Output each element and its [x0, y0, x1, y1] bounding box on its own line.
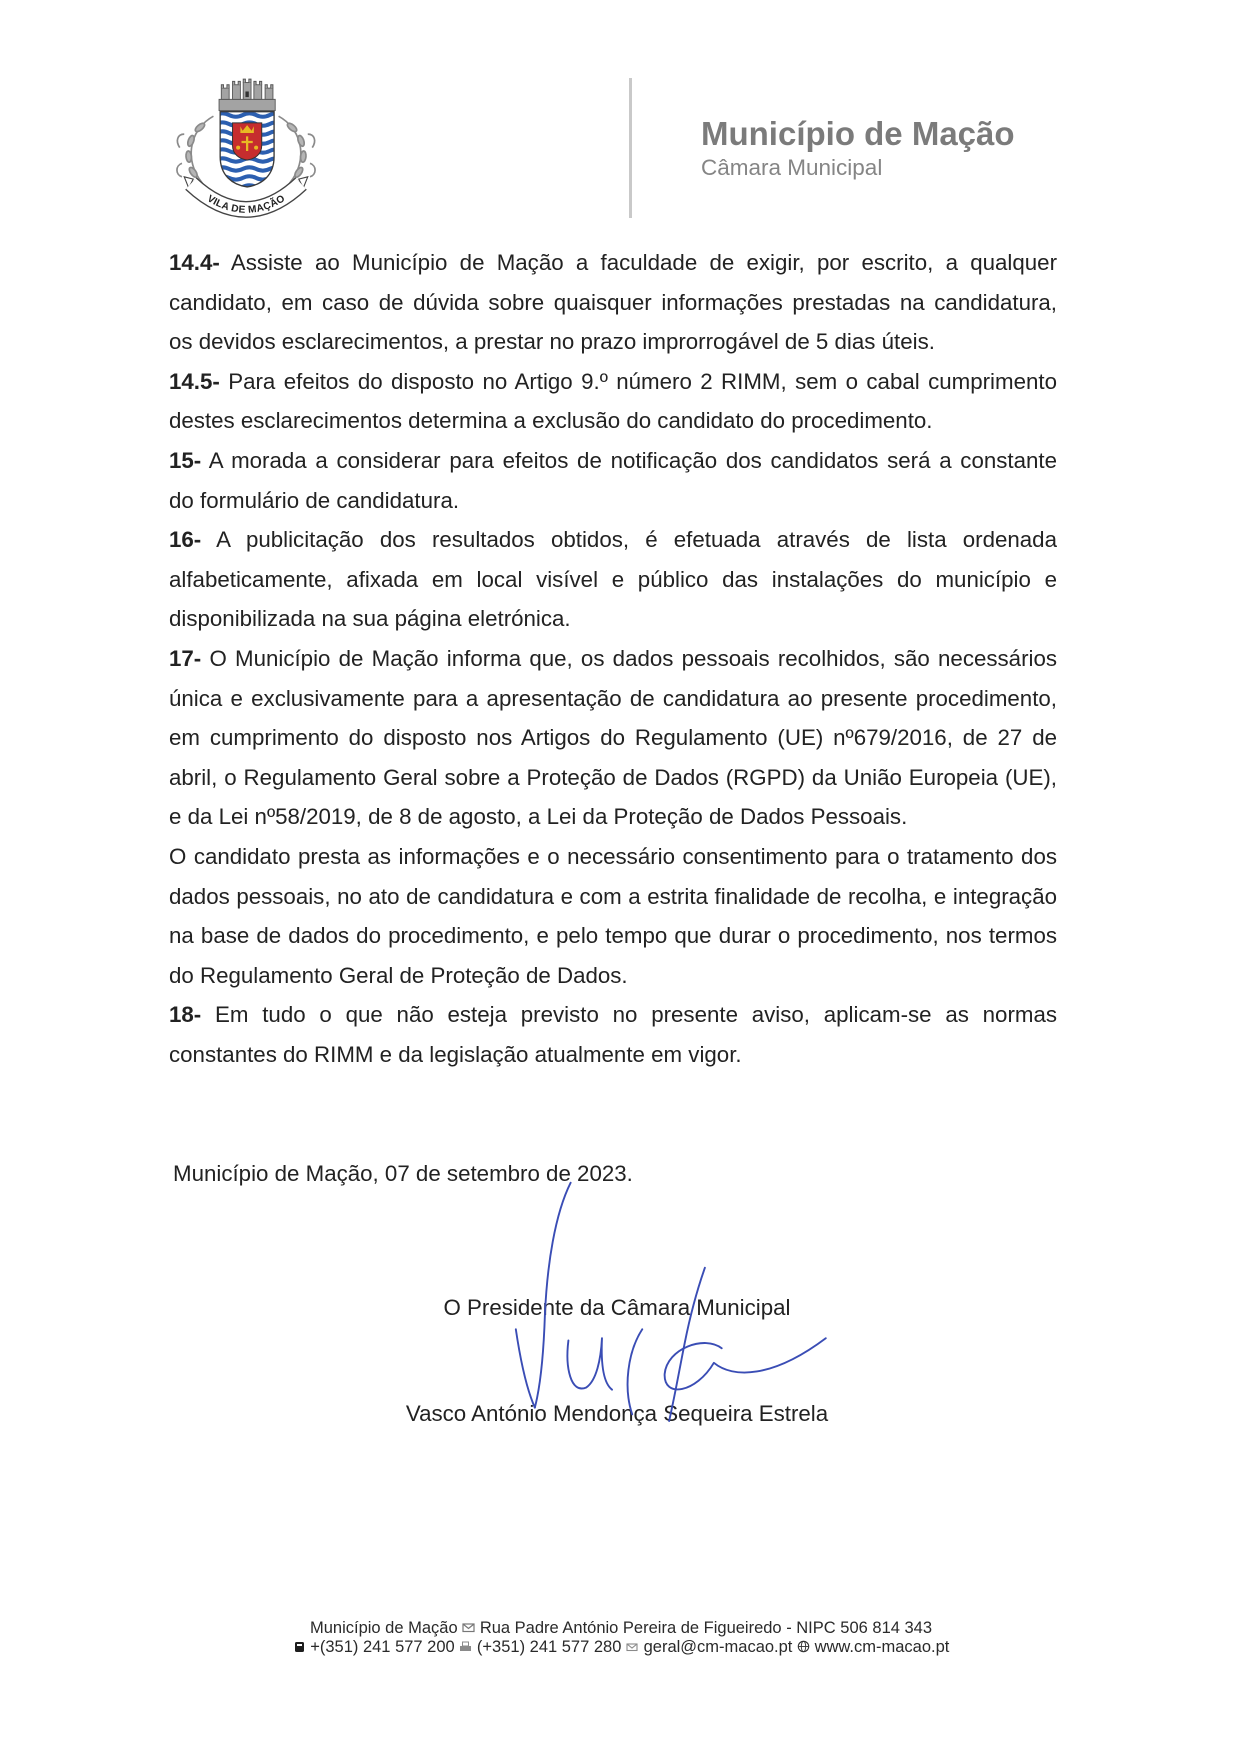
footer-website: www.cm-macao.pt	[814, 1638, 950, 1656]
text-line: destes esclarecimentos determina a exclusão do candidato do procedimento.	[169, 408, 933, 434]
text-line	[169, 995, 1057, 1035]
mail-icon	[462, 1621, 475, 1634]
mural-crown	[219, 79, 275, 110]
clause-17	[169, 639, 1057, 837]
clause-number: 16-	[169, 527, 202, 553]
line-text: A morada a considerar para efeitos de notificação dos candidatos será a constante	[208, 447, 1057, 473]
text-line	[169, 243, 1057, 283]
globe-icon	[797, 1640, 810, 1653]
phone-icon	[293, 1640, 306, 1653]
text-line: abril, o Regulamento Geral sobre a Proteção de Dados (RGPD) da União Europeia (UE),	[169, 764, 1057, 790]
signatory-name: Vasco António Mendonça Sequeira Estrela	[405, 1401, 829, 1426]
signatory-title: O Presidente da Câmara Municipal	[443, 1295, 791, 1320]
laurel-left-ornament	[177, 116, 214, 188]
clause-14-5	[169, 362, 1057, 441]
shield	[216, 112, 283, 189]
footer-contacts-line	[0, 1638, 1242, 1657]
text-line	[169, 441, 1057, 481]
text-line: O candidato presta as informações e o necessário consentimento para o tratamento dos	[169, 843, 1057, 869]
line-text: Em tudo o que não esteja previsto no presente aviso, aplicam-se as normas	[215, 1002, 1057, 1028]
municipality-title: Município de Mação	[701, 115, 1015, 152]
text-line: constantes do RIMM e da legislação atualmente em vigor.	[169, 1041, 742, 1067]
municipality-subtitle: Câmara Municipal	[701, 155, 883, 180]
line-text: O Município de Mação informa que, os dados pessoais recolhidos, são necessários	[209, 645, 1057, 671]
footer-email: geral@cm-macao.pt	[643, 1638, 793, 1656]
header-divider	[629, 78, 632, 218]
text-line: disponibilizada na sua página eletrónica.	[169, 606, 571, 632]
consent-paragraph	[169, 837, 1057, 995]
logo-motto: VILA DE MAÇÃO	[205, 193, 287, 216]
text-line: na base de dados do procedimento, e pelo tempo que durar o procedimento, nos termos	[169, 923, 1057, 949]
clause-number: 18-	[169, 1002, 202, 1028]
line-text: A publicitação dos resultados obtidos, é efetuada através de lista ordenada	[216, 527, 1057, 553]
footer-org: Município de Mação	[309, 1619, 458, 1637]
text-line	[169, 639, 1057, 679]
text-line: candidato, em caso de dúvida sobre quaisquer informações prestadas na candidatura,	[169, 289, 1057, 315]
text-line	[169, 520, 1057, 560]
email-icon	[626, 1640, 639, 1653]
footer-address: Rua Padre António Pereira de Figueiredo - NIPC 506 814 343	[479, 1619, 933, 1637]
clause-15	[169, 441, 1057, 520]
text-line: e da Lei nº58/2019, de 8 de agosto, a Lei da Proteção de Dados Pessoais.	[169, 804, 908, 830]
coat-of-arms-logo	[173, 78, 319, 224]
clause-14-4	[169, 243, 1057, 362]
text-line: única e exclusivamente para a apresentação de candidatura ao presente procedimento,	[169, 685, 1057, 711]
document-body	[169, 243, 1057, 1074]
laurel-right-ornament	[279, 116, 316, 188]
text-line: os devidos esclarecimentos, a prestar no prazo improrrogável de 5 dias úteis.	[169, 329, 935, 355]
clause-18	[169, 995, 1057, 1074]
text-line: do Regulamento Geral de Proteção de Dados.	[169, 962, 628, 988]
clause-16	[169, 520, 1057, 639]
signature-stroke	[567, 1338, 612, 1389]
line-text: Assiste ao Município de Mação a faculdade de exigir, por escrito, a qualquer	[230, 250, 1057, 275]
footer-address-line	[0, 1619, 1242, 1638]
clause-number: 14.5-	[169, 368, 220, 394]
footer	[0, 1619, 1242, 1657]
line-text: Para efeitos do disposto no Artigo 9.º número 2 RIMM, sem o cabal cumprimento	[228, 368, 1057, 394]
footer-phone: +(351) 241 577 200	[310, 1638, 455, 1656]
text-line: do formulário de candidatura.	[169, 487, 460, 513]
place-and-date: Município de Mação, 07 de setembro de 2023.	[173, 1161, 633, 1186]
text-line	[169, 362, 1057, 402]
fax-icon	[459, 1640, 472, 1653]
clause-number: 17-	[169, 645, 202, 671]
footer-fax: (+351) 241 577 280	[476, 1638, 622, 1656]
clause-number: 14.4-	[169, 250, 220, 275]
clause-number: 15-	[169, 447, 202, 473]
text-line: dados pessoais, no ato de candidatura e com a estrita finalidade de recolha, e integração	[169, 883, 1057, 909]
text-line: alfabeticamente, afixada em local visível e público das instalações do município e	[169, 566, 1057, 592]
signature-stroke	[665, 1338, 826, 1389]
text-line: em cumprimento do disposto nos Artigos do Regulamento (UE) nº679/2016, de 27 de	[169, 725, 1057, 751]
